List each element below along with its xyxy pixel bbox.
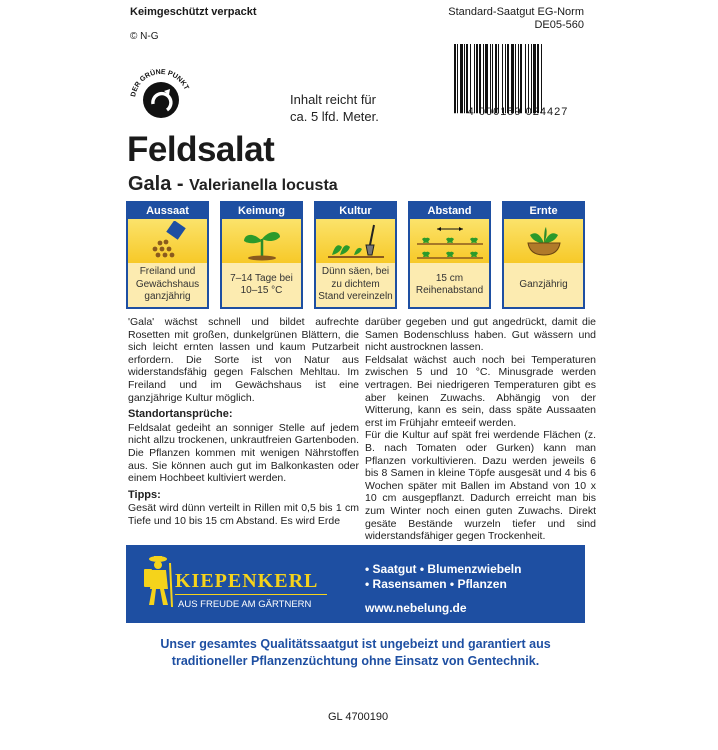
barcode-bar bbox=[515, 44, 516, 113]
variety-name: Gala - bbox=[128, 173, 184, 195]
green-dot-logo bbox=[125, 60, 197, 132]
barcode-bar bbox=[483, 44, 484, 113]
location-heading: Standortansprüche: bbox=[128, 408, 233, 421]
barcode-bar bbox=[485, 44, 488, 113]
preculture-paragraph: Für die Kultur auf spät frei werdende Flächen (z. B. nach Tomaten oder Gurken) kann man Pflanzen vorkultivieren. Dazu werden jeweils 6 bis 8 Samen in kleine Töpfe ausgesät und 4 bis 6 Wochen später mit Ballen im Abstand von 10 x 10 cm ausgepflanzt. Dadurch erreicht man bis zum Winter noch einen guten Zuwachs. Direkt gesäte Bestände wurzeln tiefer und sind widerstandsfähiger gegen Trockenheit. bbox=[365, 429, 596, 543]
box-keimung bbox=[220, 201, 303, 309]
product-range-line2: • Rasensamen • Pflanzen bbox=[365, 577, 507, 591]
body-left-column bbox=[128, 316, 359, 528]
tips-heading: Tipps: bbox=[128, 488, 161, 501]
tips-paragraph: Gesät wird dünn verteilt in Rillen mit 0,5 bis 1 cm Tiefe und 10 bis 15 cm Abstand. Es wird Erde bbox=[128, 502, 359, 527]
barcode-bar bbox=[470, 44, 471, 113]
barcode-bar bbox=[490, 44, 491, 113]
barcode-bar bbox=[492, 44, 493, 113]
barcode-bar bbox=[498, 44, 499, 113]
barcode-bar bbox=[525, 44, 526, 113]
box-ernte-text: Ganzjährig bbox=[504, 263, 583, 307]
barcode-bar bbox=[460, 44, 463, 113]
box-keimung-text: 7–14 Tage bei 10–15 °C bbox=[222, 263, 301, 307]
seedling-icon bbox=[232, 221, 292, 261]
box-kultur bbox=[314, 201, 397, 309]
latin-name: Valerianella locusta bbox=[189, 177, 338, 194]
location-paragraph: Feldsalat gedeiht an sonniger Stelle auf jedem nicht allzu trockenen, unkrautfreien Gartenboden. Die Pflanzen kommen mit wenigen Nährstoffen aus. Sie können auch gut im Balkonkasten oder einem Hochbeet kultiviert werden. bbox=[128, 421, 359, 485]
box-aussaat bbox=[126, 201, 209, 309]
intro-paragraph: 'Gala' wächst schnell und bildet aufrechte Rosetten mit großen, dunkelgrünen Blättern, die sich leicht ernten lassen und kaum Putzarbeit erfordern. Die Sorte ist von Natur aus widerstandsfähig gegen Falschen Mehltau. Im Freiland und im Gewächshaus ist eine ganzjährige Kultur möglich. bbox=[128, 316, 359, 404]
spacing-icon bbox=[415, 221, 485, 261]
quality-line2: traditioneller Pflanzenzüchtung ohne Einsatz von Gentechnik. bbox=[171, 654, 540, 668]
barcode-bar bbox=[518, 44, 519, 113]
barcode-bar bbox=[502, 44, 503, 113]
barcode-bar bbox=[495, 44, 497, 113]
body-right-column bbox=[365, 316, 596, 543]
barcode-bar bbox=[537, 44, 539, 113]
barcode-bar bbox=[464, 44, 465, 113]
barcode-bar bbox=[476, 44, 478, 113]
barcode-bar bbox=[531, 44, 532, 113]
product-subtitle bbox=[128, 173, 338, 196]
info-boxes bbox=[126, 201, 586, 311]
quality-line1: Unser gesamtes Qualitätssaatgut ist ungebeizt und garantiert aus bbox=[160, 637, 551, 651]
barcode-number: 4 000159 024427 bbox=[467, 106, 569, 118]
box-aussaat-text: Freiland und Gewächshaus ganzjährig bbox=[128, 263, 207, 307]
brand-slogan: AUS FREUDE AM GÄRTNERN bbox=[178, 599, 312, 610]
website-link[interactable]: www.nebelung.de bbox=[365, 601, 467, 615]
box-kultur-head: Kultur bbox=[316, 203, 395, 219]
barcode-bar bbox=[541, 44, 542, 113]
box-abstand-text: 15 cm Reihenabstand bbox=[410, 263, 489, 307]
box-abstand-head: Abstand bbox=[410, 203, 489, 219]
barcode-bar bbox=[479, 44, 481, 113]
harvest-bowl-icon bbox=[514, 221, 574, 261]
product-range bbox=[365, 562, 521, 592]
spade-icon bbox=[324, 221, 388, 261]
box-aussaat-head: Aussaat bbox=[128, 203, 207, 219]
barcode-bar bbox=[457, 44, 458, 113]
seed-packet-icon bbox=[138, 221, 198, 261]
barcode-bar bbox=[533, 44, 536, 113]
barcode-bar bbox=[507, 44, 509, 113]
content-note bbox=[290, 91, 402, 125]
box-ernte bbox=[502, 201, 585, 309]
brand-name: KIEPENKERL bbox=[175, 570, 319, 592]
quality-statement bbox=[126, 636, 585, 670]
barcode-bar bbox=[511, 44, 514, 113]
seed-standard-line1: Standard-Saatgut EG-Norm bbox=[448, 6, 584, 18]
barcode-bar bbox=[505, 44, 506, 113]
product-range-line1: • Saatgut • Blumenzwiebeln bbox=[365, 562, 522, 576]
copyright: © N-G bbox=[130, 31, 159, 42]
box-ernte-head: Ernte bbox=[504, 203, 583, 219]
product-title: Feldsalat bbox=[127, 130, 275, 169]
brand-underline bbox=[175, 594, 327, 595]
box-abstand bbox=[408, 201, 491, 309]
kiepenkerl-figure-icon bbox=[142, 553, 178, 609]
barcode-bar bbox=[454, 44, 456, 113]
box-keimung-head: Keimung bbox=[222, 203, 301, 219]
content-note-line1: Inhalt reicht für bbox=[290, 92, 376, 107]
article-code: GL 4700190 bbox=[328, 711, 389, 723]
content-note-line2: ca. 5 lfd. Meter. bbox=[290, 109, 379, 124]
seed-standard bbox=[448, 6, 584, 32]
seed-standard-line2: DE05-560 bbox=[534, 19, 584, 31]
barcode-bar bbox=[474, 44, 475, 113]
sowing-paragraph: darüber gegeben und gut angedrückt, damit die Samen Bodenschluss haben. Gut wässern und nicht austrocknen lassen. bbox=[365, 316, 596, 354]
barcode-bar bbox=[466, 44, 468, 113]
packaging-note: Keimgeschützt verpackt bbox=[130, 6, 257, 18]
svg-text:DER GRÜNE PUNKT: DER GRÜNE PUNKT bbox=[130, 68, 190, 98]
barcode-bar bbox=[528, 44, 529, 113]
temperature-paragraph: Feldsalat wächst auch noch bei Temperaturen zwischen 5 und 10 °C. Minusgrade werden vertragen. Bei niedrigeren Temperaturen gibt es aber keinen Zuwachs. Abhängig von der Witterung, kann es sein, dass späte Aussaaten erst im Frühjahr emteeif werden. bbox=[365, 353, 596, 429]
box-kultur-text: Dünn säen, bei zu dichtem Stand vereinzeln bbox=[316, 263, 395, 307]
barcode-bar bbox=[520, 44, 522, 113]
